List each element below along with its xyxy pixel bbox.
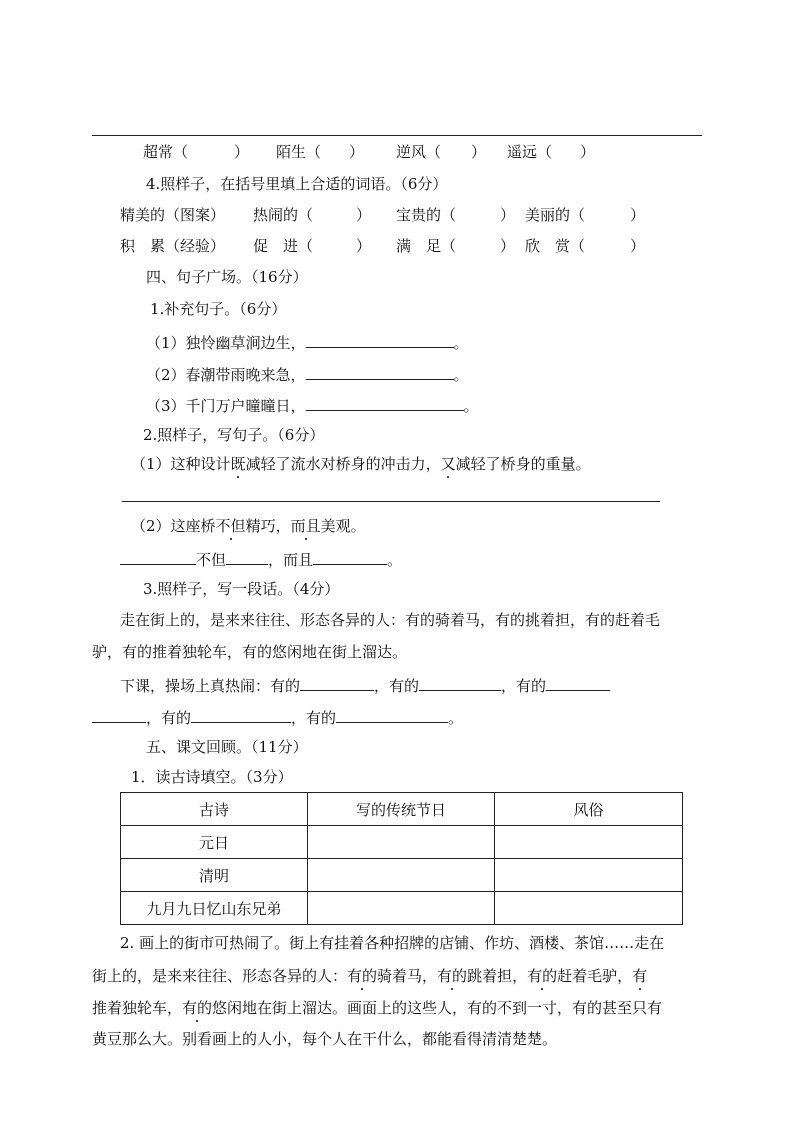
table-cell-blank[interactable] (308, 826, 495, 859)
s1-item (146, 331, 469, 353)
answer-blank[interactable] (546, 674, 610, 691)
table-row (121, 892, 683, 925)
s1-title: 1.补充句子。（6分） (150, 300, 287, 318)
text: （2）这座桥 (131, 517, 216, 535)
q4-row2-item: ） (356, 237, 372, 255)
emphasis-dot-word: 有的 (527, 967, 558, 985)
text: 。 (448, 709, 464, 727)
q4-row1-item: ） (630, 206, 646, 224)
text: 精巧， (245, 517, 291, 535)
answer-blank[interactable] (226, 548, 268, 565)
s1-end: 。 (453, 366, 469, 384)
text: 减轻了桥身的重量。 (455, 455, 591, 473)
s1-text: （2）春潮带雨晚来急， (146, 366, 306, 384)
emphasis-dot-word: 有 (632, 967, 648, 985)
emphasis-dot-word: 既 (230, 455, 246, 473)
s3-title: 3.照样子，写一段话。（4分） (143, 580, 340, 598)
answer-blank[interactable] (306, 363, 454, 380)
table-header: 写的传统节日 (308, 793, 495, 826)
word-item (276, 142, 364, 162)
table-cell: 九月九日忆山东兄弟 (121, 892, 308, 925)
text: 赶着毛驴， (557, 967, 633, 985)
q4-row1-item: 热闹的（ (253, 206, 314, 224)
t2-line (92, 998, 662, 1018)
answer-blank[interactable] (306, 331, 454, 348)
text: ，有的 (374, 677, 420, 695)
emphasis-dot-word: 有的 (347, 967, 378, 985)
word-close: ） (234, 143, 250, 161)
text: 街上的，是来来往往、形态各异的人： (92, 967, 348, 985)
q4-row1-item: 美丽的（ (525, 206, 586, 224)
word-item (507, 142, 595, 162)
q4-row2-item: ） (500, 237, 516, 255)
table-cell: 元日 (121, 826, 308, 859)
q4-row1-item: ） (356, 206, 372, 224)
text: ，有的 (146, 709, 192, 727)
q4-row2-item: 满 足（ (396, 237, 457, 255)
text: ，有的 (501, 677, 547, 695)
emphasis-dot-word: 有的 (437, 967, 468, 985)
s3-fill-line (92, 706, 463, 728)
text: 跳着担， (467, 967, 528, 985)
word-label: 陌生（ (276, 143, 322, 161)
answer-line[interactable] (122, 501, 660, 502)
table-cell-blank[interactable] (308, 892, 495, 925)
q4-row2-item: ） (630, 237, 646, 255)
word-label: 遥远（ (507, 143, 553, 161)
s2-example-2 (131, 516, 366, 536)
word-close: ） (580, 143, 596, 161)
emphasis-dot-word: 不但 (215, 517, 246, 535)
s1-text: （3）千门万户曈曈日， (146, 397, 306, 415)
table-cell-blank[interactable] (495, 892, 683, 925)
table-cell-blank[interactable] (308, 859, 495, 892)
poem-table (120, 792, 683, 925)
q4-row2-item: 欣 赏（ (525, 237, 586, 255)
q4-row2-item: 促 进（ (253, 237, 314, 255)
text: ，有的 (291, 709, 337, 727)
text: 美观。 (320, 517, 366, 535)
s3-fill-line (120, 674, 610, 696)
answer-blank[interactable] (191, 706, 291, 723)
s3-paragraph-line: 走在街上的，是来来往往、形态各异的人：有的骑着马，有的挑着担，有的赶着毛 (120, 611, 661, 629)
text: 下课，操场上真热闹：有的 (120, 677, 301, 695)
emphasis-dot-word: 而且 (290, 517, 321, 535)
header-rule (92, 135, 702, 136)
text: 骑着马， (377, 967, 438, 985)
answer-blank[interactable] (120, 548, 196, 565)
text: 不但 (196, 551, 227, 569)
q4-title: 4.照样子，在括号里填上合适的词语。（6分） (146, 175, 448, 193)
text: 悠闲地在街上溜达。画面上的这些人，有的不到一寸，有的甚至只有 (212, 999, 663, 1017)
q4-row1-item: 精美的（图案） (120, 206, 226, 224)
table-cell: 清明 (121, 859, 308, 892)
word-close: ） (349, 143, 365, 161)
t2-line (92, 966, 647, 986)
s2-title: 2.照样子，写句子。（6分） (143, 426, 325, 444)
table-cell-blank[interactable] (495, 859, 683, 892)
t2-line: 黄豆那么大。别看画上的人小，每个人在干什么，都能看得清清楚楚。 (92, 1030, 558, 1048)
word-item (396, 142, 486, 162)
table-header-row (121, 793, 683, 826)
emphasis-dot-word: 又 (440, 455, 456, 473)
table-header: 风俗 (495, 793, 683, 826)
s2-fill (120, 548, 402, 570)
q4-row1-item: ） (500, 206, 516, 224)
answer-blank[interactable] (313, 548, 387, 565)
emphasis-dot-word: 有的 (182, 999, 213, 1017)
table-cell-blank[interactable] (495, 826, 683, 859)
answer-blank[interactable] (306, 394, 464, 411)
answer-blank[interactable] (92, 706, 146, 723)
answer-blank[interactable] (419, 674, 501, 691)
text: （1）这种设计 (131, 455, 231, 473)
table-row (121, 859, 683, 892)
word-item (143, 142, 249, 162)
s1-end: 。 (453, 334, 469, 352)
section4-title: 四、句子广场。（16分） (146, 268, 308, 286)
word-label: 超常（ (143, 143, 189, 161)
s3-paragraph-line: 驴，有的推着独轮车，有的悠闲地在街上溜达。 (92, 643, 408, 661)
s2-example-1 (131, 454, 591, 474)
answer-blank[interactable] (300, 674, 374, 691)
s1-item (146, 363, 469, 385)
t2-line: 2. 画上的街市可热闹了。街上有挂着各种招牌的店铺、作坊、酒楼、茶馆……走在 (120, 934, 665, 952)
answer-blank[interactable] (336, 706, 448, 723)
table-header: 古诗 (121, 793, 308, 826)
text: 推着独轮车， (92, 999, 183, 1017)
text: 。 (387, 551, 403, 569)
text: ，而且 (268, 551, 314, 569)
table-row (121, 826, 683, 859)
q4-row2-item: 积 累（经验） (120, 237, 226, 255)
word-close: ） (471, 143, 487, 161)
text: 减轻了流水对桥身的冲击力， (245, 455, 441, 473)
word-label: 逆风（ (396, 143, 442, 161)
s1-end: 。 (463, 397, 479, 415)
t1-title: 1．读古诗填空。（3分） (131, 768, 293, 786)
section5-title: 五、课文回顾。（11分） (146, 738, 308, 756)
s1-item (146, 394, 479, 416)
q4-row1-item: 宝贵的（ (396, 206, 457, 224)
s1-text: （1）独怜幽草涧边生， (146, 334, 306, 352)
